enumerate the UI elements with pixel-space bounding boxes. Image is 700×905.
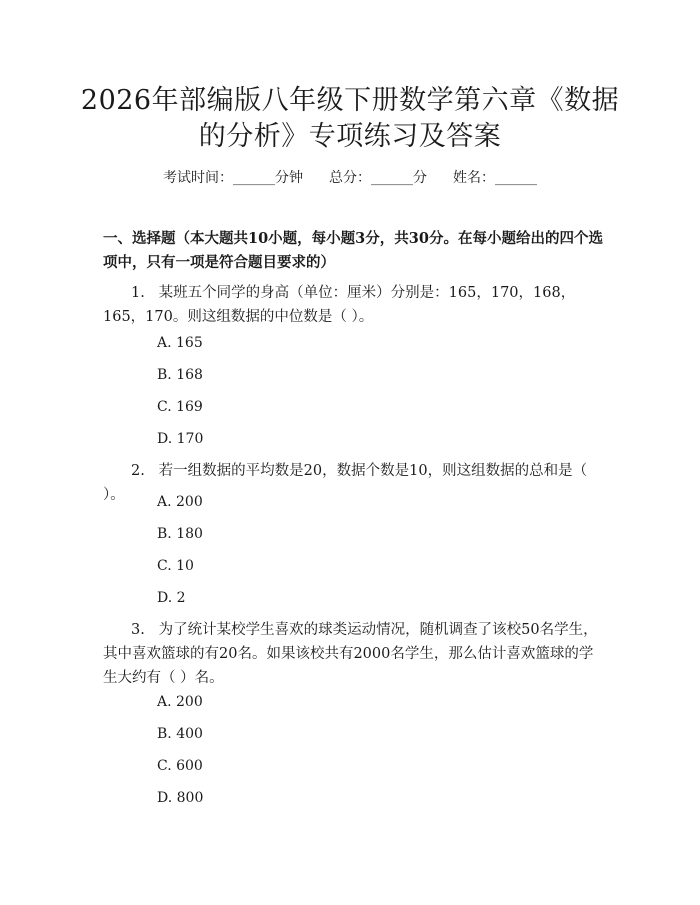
question-2-option-b: B. 180 bbox=[157, 526, 203, 542]
question-2-number: 2. bbox=[131, 463, 145, 479]
question-3-option-a: A. 200 bbox=[157, 694, 203, 710]
exam-time-field: 考试时间：______分钟 bbox=[163, 170, 303, 186]
exam-meta bbox=[0, 168, 700, 188]
question-1-option-a: A. 165 bbox=[157, 335, 203, 351]
question-1-option-d: D. 170 bbox=[157, 431, 204, 447]
question-3-option-d: D. 800 bbox=[157, 790, 204, 806]
page-title-line-2: 的分析》专项练习及答案 bbox=[198, 121, 502, 152]
question-3-option-b: B. 400 bbox=[157, 726, 203, 742]
question-2-option-a: A. 200 bbox=[157, 494, 203, 510]
question-1-option-b: B. 168 bbox=[157, 367, 203, 383]
question-2-option-d: D. 2 bbox=[157, 590, 186, 606]
question-1-option-c: C. 169 bbox=[157, 399, 203, 415]
question-1-text: 某班五个同学的身高（单位：厘米）分别是：165，170，168，165，170。则这组数据的中位数是（ ）。 bbox=[103, 285, 576, 325]
question-1-number: 1. bbox=[131, 285, 145, 301]
question-3 bbox=[103, 618, 603, 690]
question-3-option-c: C. 600 bbox=[157, 758, 203, 774]
page-title-line-1: 2026年部编版八年级下册数学第六章《数据 bbox=[80, 85, 620, 116]
question-2-text: 若一组数据的平均数是20，数据个数是10，则这组数据的总和是（ ）。 bbox=[103, 463, 588, 503]
total-score-field: 总分：______分 bbox=[329, 170, 427, 186]
question-3-number: 3. bbox=[131, 622, 145, 638]
section-heading: 一、选择题（本大题共10小题，每小题3分，共30分。在每小题给出的四个选项中，只有一项是符合题目要求的） bbox=[103, 230, 603, 271]
name-field: 姓名：______ bbox=[453, 170, 537, 186]
question-2-option-c: C. 10 bbox=[157, 558, 194, 574]
question-3-text: 为了统计某校学生喜欢的球类运动情况，随机调查了该校50名学生，其中喜欢篮球的有20名。如果该校共有2000名学生，那么估计喜欢篮球的学生大约有（ ）名。 bbox=[103, 622, 598, 686]
question-1 bbox=[103, 281, 603, 329]
